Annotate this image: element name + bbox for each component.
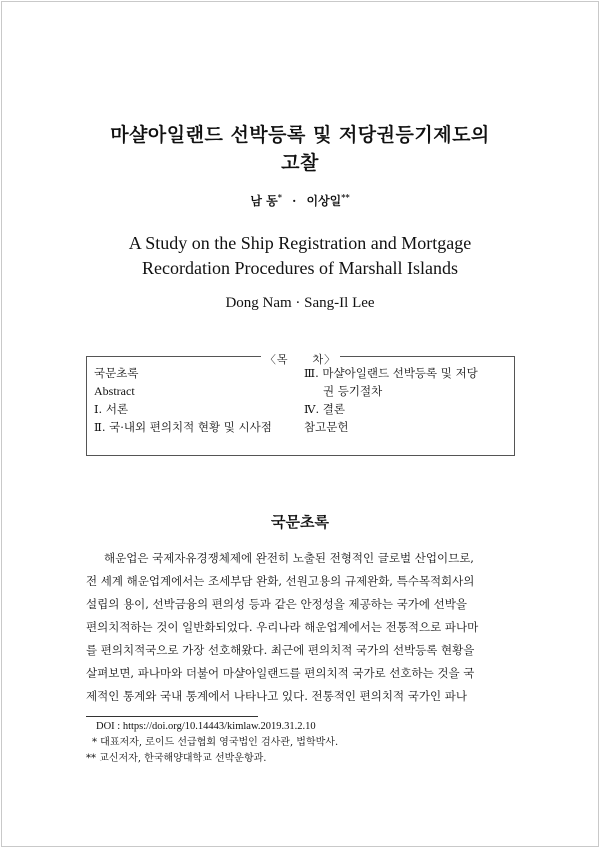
abstract-line: 제적인 통계와 국내 통계에서 나타나고 있다. 전통적인 편의치적 국가인 파나 bbox=[86, 689, 467, 703]
toc-item-abstract-ko: 국문초록 bbox=[94, 366, 139, 380]
authors-english: Dong Nam · Sang-Il Lee bbox=[225, 295, 375, 311]
abstract-line: 편의치적하는 것이 일반화되었다. 우리나라 해운업계에서는 전통적으로 파나마 bbox=[86, 620, 479, 634]
abstract-heading: 국문초록 bbox=[271, 513, 329, 531]
footnote-author-2: ** 교신저자, 한국해양대학교 선박운항과. bbox=[86, 753, 267, 764]
title-english-line-1: A Study on the Ship Registration and Mortgage bbox=[128, 233, 472, 253]
toc-item-references: 참고문헌 bbox=[304, 420, 349, 434]
toc-item-abstract-en: Abstract bbox=[94, 384, 135, 398]
abstract-line: 전 세계 해운업계에서는 조세부담 완화, 선원고용의 규제완화, 특수목적회사의 bbox=[86, 574, 475, 588]
authors-korean bbox=[0, 192, 600, 209]
abstract-line: 살펴보면, 파나마와 더불어 마샬아일랜드를 편의치적 국가로 선호하는 것을 국 bbox=[86, 666, 475, 680]
toc-item-introduction: Ⅰ. 서론 bbox=[94, 402, 129, 416]
abstract-line: 설립의 용이, 선박금융의 편의성 등과 같은 안정성을 제공하는 국가에 선박을 bbox=[86, 597, 467, 611]
footnote-doi: DOI : https://doi.org/10.14443/kimlaw.2019.31.2.10 bbox=[96, 721, 316, 732]
author-separator: · bbox=[292, 194, 297, 208]
author-2-footnote-mark: ** bbox=[341, 192, 350, 202]
title-english-line-2: Recordation Procedures of Marshall Islands bbox=[142, 258, 458, 278]
abstract-line: 를 편의치적국으로 가장 선호해왔다. 최근에 편의치적 국가의 선박등록 현황을 bbox=[86, 643, 475, 657]
abstract-line: 해운업은 국제자유경쟁체제에 완전히 노출된 전형적인 글로벌 산업이므로, bbox=[104, 551, 474, 565]
title-korean-line-1: 마샬아일랜드 선박등록 및 저당권등기제도의 bbox=[110, 124, 490, 146]
toc-heading: 〈목 차〉 bbox=[87, 348, 514, 367]
toc-item-section-2: Ⅱ. 국·내외 편의치적 현황 및 시사점 bbox=[94, 420, 272, 434]
toc-item-section-3-cont: 권 등기절차 bbox=[323, 384, 383, 398]
footnote-divider bbox=[86, 716, 258, 717]
toc-item-conclusion: Ⅳ. 결론 bbox=[304, 402, 346, 416]
toc-item-section-3: Ⅲ. 마샬아일랜드 선박등록 및 저당 bbox=[304, 366, 478, 380]
title-korean-line-2: 고찰 bbox=[281, 152, 319, 174]
table-of-contents bbox=[86, 353, 515, 456]
author-2-name: 이상일 bbox=[306, 194, 342, 208]
author-1-name: 남 동 bbox=[250, 194, 278, 208]
author-1-footnote-mark: * bbox=[277, 192, 282, 202]
footnote-author-1: * 대표저자, 로이드 선급협회 영국법인 검사관, 법학박사. bbox=[92, 737, 339, 748]
